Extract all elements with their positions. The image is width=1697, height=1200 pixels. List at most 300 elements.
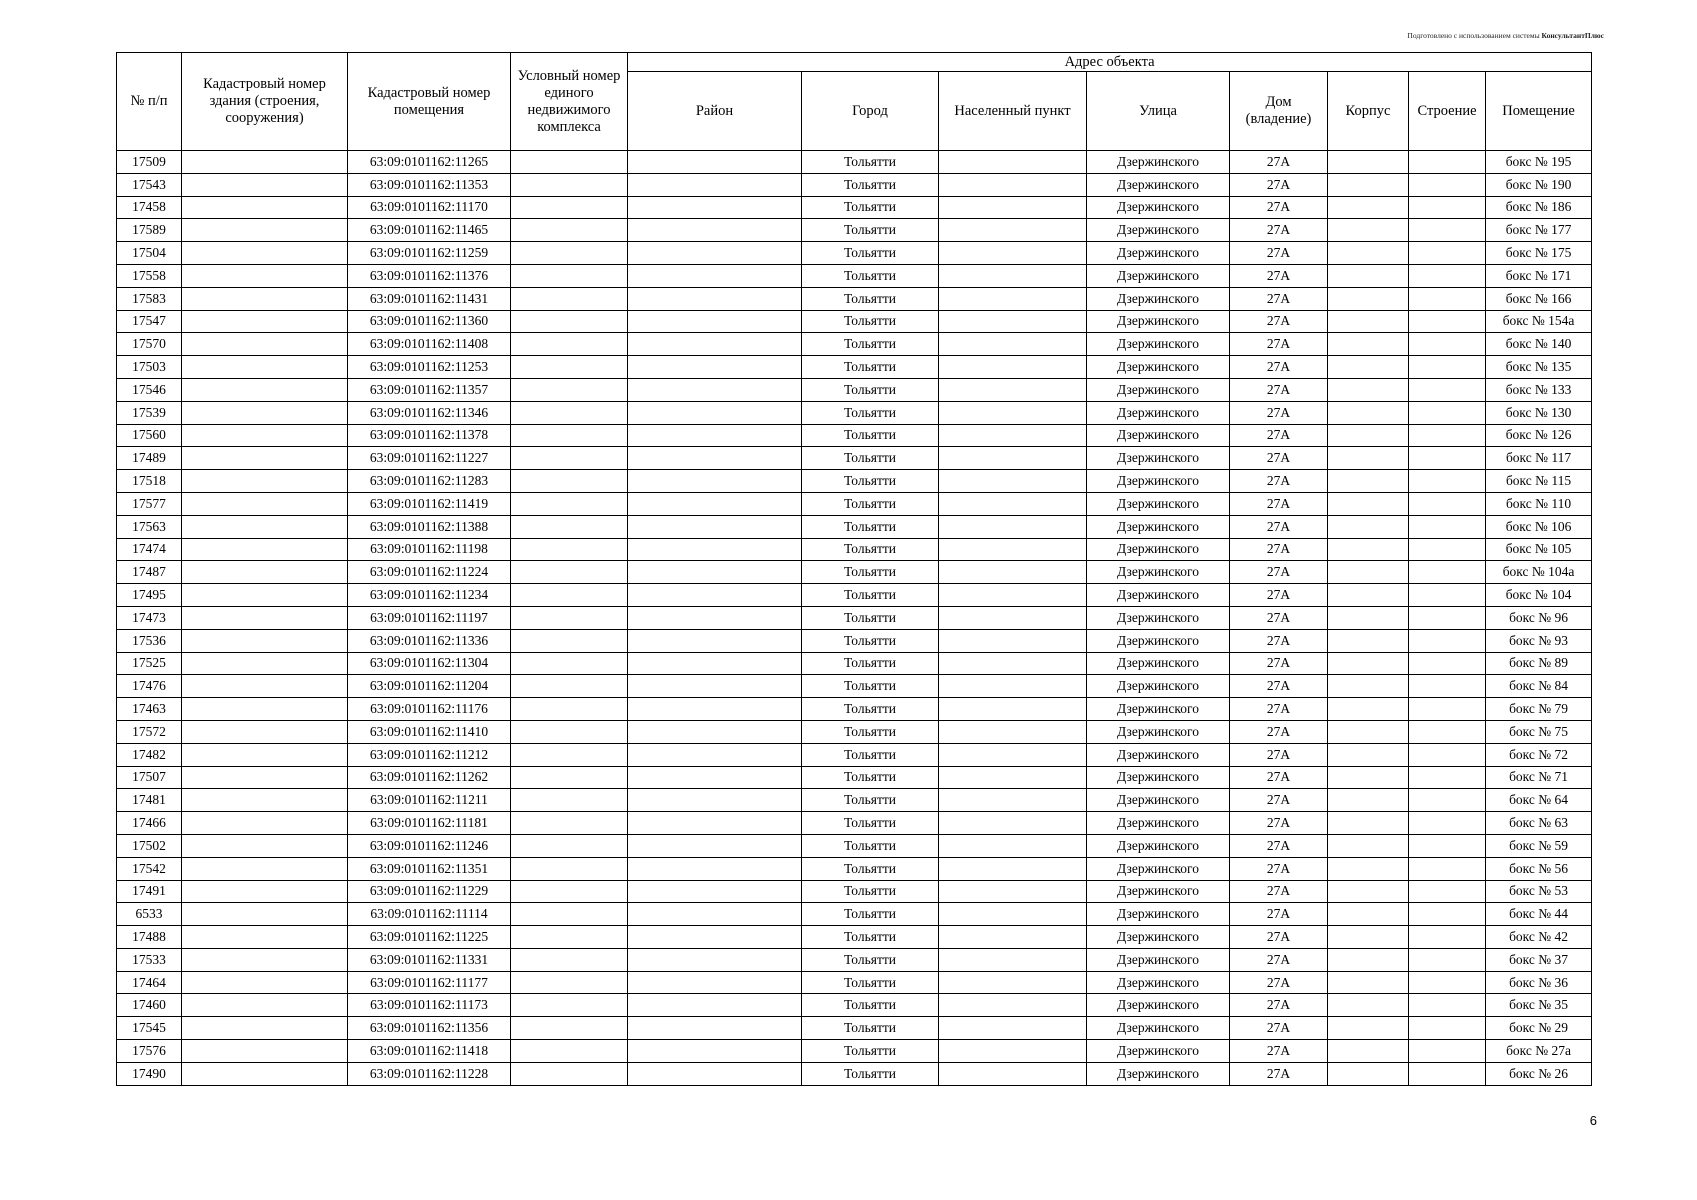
table-row bbox=[117, 675, 1592, 698]
house-cell: 27А bbox=[1230, 151, 1328, 174]
premises-cadastral-cell: 63:09:0101162:11173 bbox=[348, 994, 511, 1017]
row-number: 17583 bbox=[117, 287, 182, 310]
stroenie-cell bbox=[1409, 606, 1486, 629]
settlement-cell bbox=[939, 470, 1087, 493]
street-cell: Дзержинского bbox=[1087, 515, 1230, 538]
row-number: 17473 bbox=[117, 606, 182, 629]
building-cadastral-cell bbox=[182, 834, 348, 857]
stroenie-cell bbox=[1409, 538, 1486, 561]
room-cell: бокс № 71 bbox=[1486, 766, 1592, 789]
district-cell bbox=[628, 948, 802, 971]
street-cell: Дзержинского bbox=[1087, 948, 1230, 971]
house-cell: 27А bbox=[1230, 310, 1328, 333]
table-row bbox=[117, 561, 1592, 584]
district-cell bbox=[628, 629, 802, 652]
row-number: 17539 bbox=[117, 401, 182, 424]
premises-cadastral-cell: 63:09:0101162:11265 bbox=[348, 151, 511, 174]
district-cell bbox=[628, 310, 802, 333]
korpus-cell bbox=[1328, 720, 1409, 743]
house-cell: 27А bbox=[1230, 424, 1328, 447]
house-cell: 27А bbox=[1230, 948, 1328, 971]
stroenie-cell bbox=[1409, 789, 1486, 812]
complex-number-cell bbox=[511, 264, 628, 287]
house-cell: 27А bbox=[1230, 356, 1328, 379]
room-cell: бокс № 190 bbox=[1486, 173, 1592, 196]
korpus-cell bbox=[1328, 356, 1409, 379]
street-cell: Дзержинского bbox=[1087, 333, 1230, 356]
room-cell: бокс № 154а bbox=[1486, 310, 1592, 333]
row-number: 17525 bbox=[117, 652, 182, 675]
building-cadastral-cell bbox=[182, 196, 348, 219]
table-row bbox=[117, 743, 1592, 766]
street-cell: Дзержинского bbox=[1087, 470, 1230, 493]
room-cell: бокс № 56 bbox=[1486, 857, 1592, 880]
building-cadastral-cell bbox=[182, 1017, 348, 1040]
stroenie-cell bbox=[1409, 629, 1486, 652]
korpus-cell bbox=[1328, 310, 1409, 333]
row-number: 17476 bbox=[117, 675, 182, 698]
complex-number-cell bbox=[511, 424, 628, 447]
table-row bbox=[117, 812, 1592, 835]
settlement-cell bbox=[939, 789, 1087, 812]
row-number: 17488 bbox=[117, 926, 182, 949]
stroenie-cell bbox=[1409, 515, 1486, 538]
complex-number-cell bbox=[511, 401, 628, 424]
house-cell: 27А bbox=[1230, 538, 1328, 561]
premises-cadastral-cell: 63:09:0101162:11224 bbox=[348, 561, 511, 584]
complex-number-cell bbox=[511, 447, 628, 470]
table-row bbox=[117, 880, 1592, 903]
house-cell: 27А bbox=[1230, 173, 1328, 196]
watermark bbox=[1407, 31, 1604, 40]
building-cadastral-cell bbox=[182, 242, 348, 265]
settlement-cell bbox=[939, 812, 1087, 835]
premises-cadastral-cell: 63:09:0101162:11353 bbox=[348, 173, 511, 196]
row-number: 17570 bbox=[117, 333, 182, 356]
stroenie-cell bbox=[1409, 196, 1486, 219]
street-cell: Дзержинского bbox=[1087, 424, 1230, 447]
city-cell: Тольятти bbox=[802, 834, 939, 857]
premises-cadastral-cell: 63:09:0101162:11410 bbox=[348, 720, 511, 743]
premises-cadastral-cell: 63:09:0101162:11336 bbox=[348, 629, 511, 652]
premises-cadastral-cell: 63:09:0101162:11227 bbox=[348, 447, 511, 470]
settlement-cell bbox=[939, 720, 1087, 743]
header-address: Адрес объекта bbox=[628, 53, 1592, 72]
header-district: Район bbox=[628, 72, 802, 151]
city-cell: Тольятти bbox=[802, 584, 939, 607]
table-row bbox=[117, 196, 1592, 219]
city-cell: Тольятти bbox=[802, 789, 939, 812]
stroenie-cell bbox=[1409, 675, 1486, 698]
city-cell: Тольятти bbox=[802, 196, 939, 219]
room-cell: бокс № 37 bbox=[1486, 948, 1592, 971]
header-korpus: Корпус bbox=[1328, 72, 1409, 151]
room-cell: бокс № 140 bbox=[1486, 333, 1592, 356]
complex-number-cell bbox=[511, 834, 628, 857]
house-cell: 27А bbox=[1230, 242, 1328, 265]
complex-number-cell bbox=[511, 1062, 628, 1085]
korpus-cell bbox=[1328, 515, 1409, 538]
row-number: 17507 bbox=[117, 766, 182, 789]
room-cell: бокс № 117 bbox=[1486, 447, 1592, 470]
district-cell bbox=[628, 926, 802, 949]
row-number: 17577 bbox=[117, 492, 182, 515]
room-cell: бокс № 93 bbox=[1486, 629, 1592, 652]
city-cell: Тольятти bbox=[802, 903, 939, 926]
room-cell: бокс № 135 bbox=[1486, 356, 1592, 379]
building-cadastral-cell bbox=[182, 151, 348, 174]
house-cell: 27А bbox=[1230, 219, 1328, 242]
house-cell: 27А bbox=[1230, 926, 1328, 949]
complex-number-cell bbox=[511, 880, 628, 903]
complex-number-cell bbox=[511, 356, 628, 379]
street-cell: Дзержинского bbox=[1087, 264, 1230, 287]
row-number: 17487 bbox=[117, 561, 182, 584]
district-cell bbox=[628, 606, 802, 629]
complex-number-cell bbox=[511, 561, 628, 584]
district-cell bbox=[628, 356, 802, 379]
room-cell: бокс № 64 bbox=[1486, 789, 1592, 812]
premises-cadastral-cell: 63:09:0101162:11176 bbox=[348, 698, 511, 721]
korpus-cell bbox=[1328, 857, 1409, 880]
building-cadastral-cell bbox=[182, 789, 348, 812]
row-number: 17463 bbox=[117, 698, 182, 721]
city-cell: Тольятти bbox=[802, 378, 939, 401]
settlement-cell bbox=[939, 378, 1087, 401]
street-cell: Дзержинского bbox=[1087, 378, 1230, 401]
stroenie-cell bbox=[1409, 584, 1486, 607]
complex-number-cell bbox=[511, 1017, 628, 1040]
room-cell: бокс № 72 bbox=[1486, 743, 1592, 766]
registry-table bbox=[116, 52, 1592, 1086]
room-cell: бокс № 115 bbox=[1486, 470, 1592, 493]
table-row bbox=[117, 424, 1592, 447]
room-cell: бокс № 53 bbox=[1486, 880, 1592, 903]
table-row bbox=[117, 971, 1592, 994]
building-cadastral-cell bbox=[182, 561, 348, 584]
table-row bbox=[117, 378, 1592, 401]
district-cell bbox=[628, 857, 802, 880]
korpus-cell bbox=[1328, 994, 1409, 1017]
house-cell: 27А bbox=[1230, 264, 1328, 287]
house-cell: 27А bbox=[1230, 401, 1328, 424]
row-number: 17543 bbox=[117, 173, 182, 196]
building-cadastral-cell bbox=[182, 675, 348, 698]
stroenie-cell bbox=[1409, 903, 1486, 926]
settlement-cell bbox=[939, 151, 1087, 174]
stroenie-cell bbox=[1409, 812, 1486, 835]
settlement-cell bbox=[939, 173, 1087, 196]
page-number: 6 bbox=[1589, 1113, 1597, 1128]
row-number: 17545 bbox=[117, 1017, 182, 1040]
complex-number-cell bbox=[511, 219, 628, 242]
street-cell: Дзержинского bbox=[1087, 720, 1230, 743]
row-number: 17563 bbox=[117, 515, 182, 538]
street-cell: Дзержинского bbox=[1087, 1017, 1230, 1040]
street-cell: Дзержинского bbox=[1087, 447, 1230, 470]
building-cadastral-cell bbox=[182, 994, 348, 1017]
korpus-cell bbox=[1328, 561, 1409, 584]
street-cell: Дзержинского bbox=[1087, 242, 1230, 265]
city-cell: Тольятти bbox=[802, 447, 939, 470]
building-cadastral-cell bbox=[182, 287, 348, 310]
premises-cadastral-cell: 63:09:0101162:11181 bbox=[348, 812, 511, 835]
stroenie-cell bbox=[1409, 378, 1486, 401]
street-cell: Дзержинского bbox=[1087, 652, 1230, 675]
complex-number-cell bbox=[511, 743, 628, 766]
complex-number-cell bbox=[511, 538, 628, 561]
room-cell: бокс № 26 bbox=[1486, 1062, 1592, 1085]
premises-cadastral-cell: 63:09:0101162:11246 bbox=[348, 834, 511, 857]
header-street: Улица bbox=[1087, 72, 1230, 151]
city-cell: Тольятти bbox=[802, 538, 939, 561]
korpus-cell bbox=[1328, 151, 1409, 174]
street-cell: Дзержинского bbox=[1087, 880, 1230, 903]
complex-number-cell bbox=[511, 903, 628, 926]
table-row bbox=[117, 834, 1592, 857]
korpus-cell bbox=[1328, 1040, 1409, 1063]
building-cadastral-cell bbox=[182, 424, 348, 447]
row-number: 17474 bbox=[117, 538, 182, 561]
stroenie-cell bbox=[1409, 264, 1486, 287]
district-cell bbox=[628, 538, 802, 561]
street-cell: Дзержинского bbox=[1087, 766, 1230, 789]
district-cell bbox=[628, 264, 802, 287]
header-num: № п/п bbox=[117, 53, 182, 151]
table-row bbox=[117, 606, 1592, 629]
city-cell: Тольятти bbox=[802, 561, 939, 584]
korpus-cell bbox=[1328, 584, 1409, 607]
complex-number-cell bbox=[511, 287, 628, 310]
room-cell: бокс № 59 bbox=[1486, 834, 1592, 857]
stroenie-cell bbox=[1409, 424, 1486, 447]
building-cadastral-cell bbox=[182, 698, 348, 721]
street-cell: Дзержинского bbox=[1087, 538, 1230, 561]
korpus-cell bbox=[1328, 1017, 1409, 1040]
korpus-cell bbox=[1328, 401, 1409, 424]
street-cell: Дзержинского bbox=[1087, 926, 1230, 949]
complex-number-cell bbox=[511, 720, 628, 743]
settlement-cell bbox=[939, 948, 1087, 971]
table-row bbox=[117, 356, 1592, 379]
stroenie-cell bbox=[1409, 287, 1486, 310]
district-cell bbox=[628, 401, 802, 424]
district-cell bbox=[628, 743, 802, 766]
city-cell: Тольятти bbox=[802, 743, 939, 766]
korpus-cell bbox=[1328, 333, 1409, 356]
korpus-cell bbox=[1328, 264, 1409, 287]
stroenie-cell bbox=[1409, 1040, 1486, 1063]
house-cell: 27А bbox=[1230, 857, 1328, 880]
settlement-cell bbox=[939, 857, 1087, 880]
korpus-cell bbox=[1328, 424, 1409, 447]
complex-number-cell bbox=[511, 948, 628, 971]
street-cell: Дзержинского bbox=[1087, 492, 1230, 515]
house-cell: 27А bbox=[1230, 880, 1328, 903]
city-cell: Тольятти bbox=[802, 880, 939, 903]
korpus-cell bbox=[1328, 1062, 1409, 1085]
premises-cadastral-cell: 63:09:0101162:11212 bbox=[348, 743, 511, 766]
street-cell: Дзержинского bbox=[1087, 698, 1230, 721]
row-number: 17518 bbox=[117, 470, 182, 493]
building-cadastral-cell bbox=[182, 766, 348, 789]
table-body bbox=[117, 151, 1592, 1086]
city-cell: Тольятти bbox=[802, 401, 939, 424]
table-row bbox=[117, 173, 1592, 196]
district-cell bbox=[628, 492, 802, 515]
settlement-cell bbox=[939, 971, 1087, 994]
row-number: 6533 bbox=[117, 903, 182, 926]
settlement-cell bbox=[939, 310, 1087, 333]
building-cadastral-cell bbox=[182, 880, 348, 903]
room-cell: бокс № 42 bbox=[1486, 926, 1592, 949]
room-cell: бокс № 36 bbox=[1486, 971, 1592, 994]
settlement-cell bbox=[939, 926, 1087, 949]
settlement-cell bbox=[939, 538, 1087, 561]
street-cell: Дзержинского bbox=[1087, 857, 1230, 880]
street-cell: Дзержинского bbox=[1087, 151, 1230, 174]
district-cell bbox=[628, 834, 802, 857]
building-cadastral-cell bbox=[182, 629, 348, 652]
street-cell: Дзержинского bbox=[1087, 196, 1230, 219]
city-cell: Тольятти bbox=[802, 310, 939, 333]
house-cell: 27А bbox=[1230, 629, 1328, 652]
city-cell: Тольятти bbox=[802, 333, 939, 356]
city-cell: Тольятти bbox=[802, 971, 939, 994]
watermark-brand: КонсультантПлюс bbox=[1541, 31, 1604, 40]
korpus-cell bbox=[1328, 173, 1409, 196]
room-cell: бокс № 195 bbox=[1486, 151, 1592, 174]
district-cell bbox=[628, 287, 802, 310]
settlement-cell bbox=[939, 743, 1087, 766]
complex-number-cell bbox=[511, 151, 628, 174]
room-cell: бокс № 35 bbox=[1486, 994, 1592, 1017]
korpus-cell bbox=[1328, 538, 1409, 561]
table-row bbox=[117, 926, 1592, 949]
house-cell: 27А bbox=[1230, 378, 1328, 401]
building-cadastral-cell bbox=[182, 1040, 348, 1063]
district-cell bbox=[628, 903, 802, 926]
table-row bbox=[117, 447, 1592, 470]
settlement-cell bbox=[939, 424, 1087, 447]
row-number: 17558 bbox=[117, 264, 182, 287]
building-cadastral-cell bbox=[182, 903, 348, 926]
complex-number-cell bbox=[511, 333, 628, 356]
city-cell: Тольятти bbox=[802, 857, 939, 880]
settlement-cell bbox=[939, 242, 1087, 265]
street-cell: Дзержинского bbox=[1087, 994, 1230, 1017]
settlement-cell bbox=[939, 561, 1087, 584]
settlement-cell bbox=[939, 584, 1087, 607]
watermark-prefix: Подготовлено с использованием системы bbox=[1407, 31, 1540, 40]
table-row bbox=[117, 948, 1592, 971]
korpus-cell bbox=[1328, 766, 1409, 789]
stroenie-cell bbox=[1409, 333, 1486, 356]
city-cell: Тольятти bbox=[802, 629, 939, 652]
korpus-cell bbox=[1328, 196, 1409, 219]
building-cadastral-cell bbox=[182, 310, 348, 333]
district-cell bbox=[628, 333, 802, 356]
settlement-cell bbox=[939, 264, 1087, 287]
building-cadastral-cell bbox=[182, 948, 348, 971]
house-cell: 27А bbox=[1230, 834, 1328, 857]
row-number: 17490 bbox=[117, 1062, 182, 1085]
table-row bbox=[117, 219, 1592, 242]
complex-number-cell bbox=[511, 926, 628, 949]
complex-number-cell bbox=[511, 857, 628, 880]
room-cell: бокс № 89 bbox=[1486, 652, 1592, 675]
premises-cadastral-cell: 63:09:0101162:11431 bbox=[348, 287, 511, 310]
korpus-cell bbox=[1328, 743, 1409, 766]
settlement-cell bbox=[939, 287, 1087, 310]
settlement-cell bbox=[939, 766, 1087, 789]
city-cell: Тольятти bbox=[802, 515, 939, 538]
street-cell: Дзержинского bbox=[1087, 584, 1230, 607]
house-cell: 27А bbox=[1230, 492, 1328, 515]
settlement-cell bbox=[939, 333, 1087, 356]
room-cell: бокс № 96 bbox=[1486, 606, 1592, 629]
header-building-cadastral: Кадастровый номер здания (строения, сооружения) bbox=[182, 53, 348, 151]
row-number: 17547 bbox=[117, 310, 182, 333]
table-row bbox=[117, 994, 1592, 1017]
stroenie-cell bbox=[1409, 926, 1486, 949]
premises-cadastral-cell: 63:09:0101162:11378 bbox=[348, 424, 511, 447]
district-cell bbox=[628, 880, 802, 903]
stroenie-cell bbox=[1409, 652, 1486, 675]
header-room: Помещение bbox=[1486, 72, 1592, 151]
korpus-cell bbox=[1328, 675, 1409, 698]
room-cell: бокс № 75 bbox=[1486, 720, 1592, 743]
building-cadastral-cell bbox=[182, 447, 348, 470]
complex-number-cell bbox=[511, 629, 628, 652]
house-cell: 27А bbox=[1230, 196, 1328, 219]
street-cell: Дзержинского bbox=[1087, 1040, 1230, 1063]
district-cell bbox=[628, 151, 802, 174]
premises-cadastral-cell: 63:09:0101162:11225 bbox=[348, 926, 511, 949]
building-cadastral-cell bbox=[182, 264, 348, 287]
district-cell bbox=[628, 698, 802, 721]
row-number: 17491 bbox=[117, 880, 182, 903]
table-row bbox=[117, 492, 1592, 515]
row-number: 17536 bbox=[117, 629, 182, 652]
building-cadastral-cell bbox=[182, 652, 348, 675]
complex-number-cell bbox=[511, 994, 628, 1017]
city-cell: Тольятти bbox=[802, 264, 939, 287]
house-cell: 27А bbox=[1230, 1062, 1328, 1085]
city-cell: Тольятти bbox=[802, 766, 939, 789]
row-number: 17546 bbox=[117, 378, 182, 401]
row-number: 17495 bbox=[117, 584, 182, 607]
room-cell: бокс № 186 bbox=[1486, 196, 1592, 219]
table-row bbox=[117, 1062, 1592, 1085]
korpus-cell bbox=[1328, 606, 1409, 629]
city-cell: Тольятти bbox=[802, 424, 939, 447]
house-cell: 27А bbox=[1230, 766, 1328, 789]
house-cell: 27А bbox=[1230, 584, 1328, 607]
street-cell: Дзержинского bbox=[1087, 219, 1230, 242]
row-number: 17533 bbox=[117, 948, 182, 971]
building-cadastral-cell bbox=[182, 857, 348, 880]
house-cell: 27А bbox=[1230, 515, 1328, 538]
building-cadastral-cell bbox=[182, 926, 348, 949]
street-cell: Дзержинского bbox=[1087, 310, 1230, 333]
house-cell: 27А bbox=[1230, 333, 1328, 356]
premises-cadastral-cell: 63:09:0101162:11259 bbox=[348, 242, 511, 265]
building-cadastral-cell bbox=[182, 743, 348, 766]
premises-cadastral-cell: 63:09:0101162:11356 bbox=[348, 1017, 511, 1040]
building-cadastral-cell bbox=[182, 333, 348, 356]
building-cadastral-cell bbox=[182, 219, 348, 242]
